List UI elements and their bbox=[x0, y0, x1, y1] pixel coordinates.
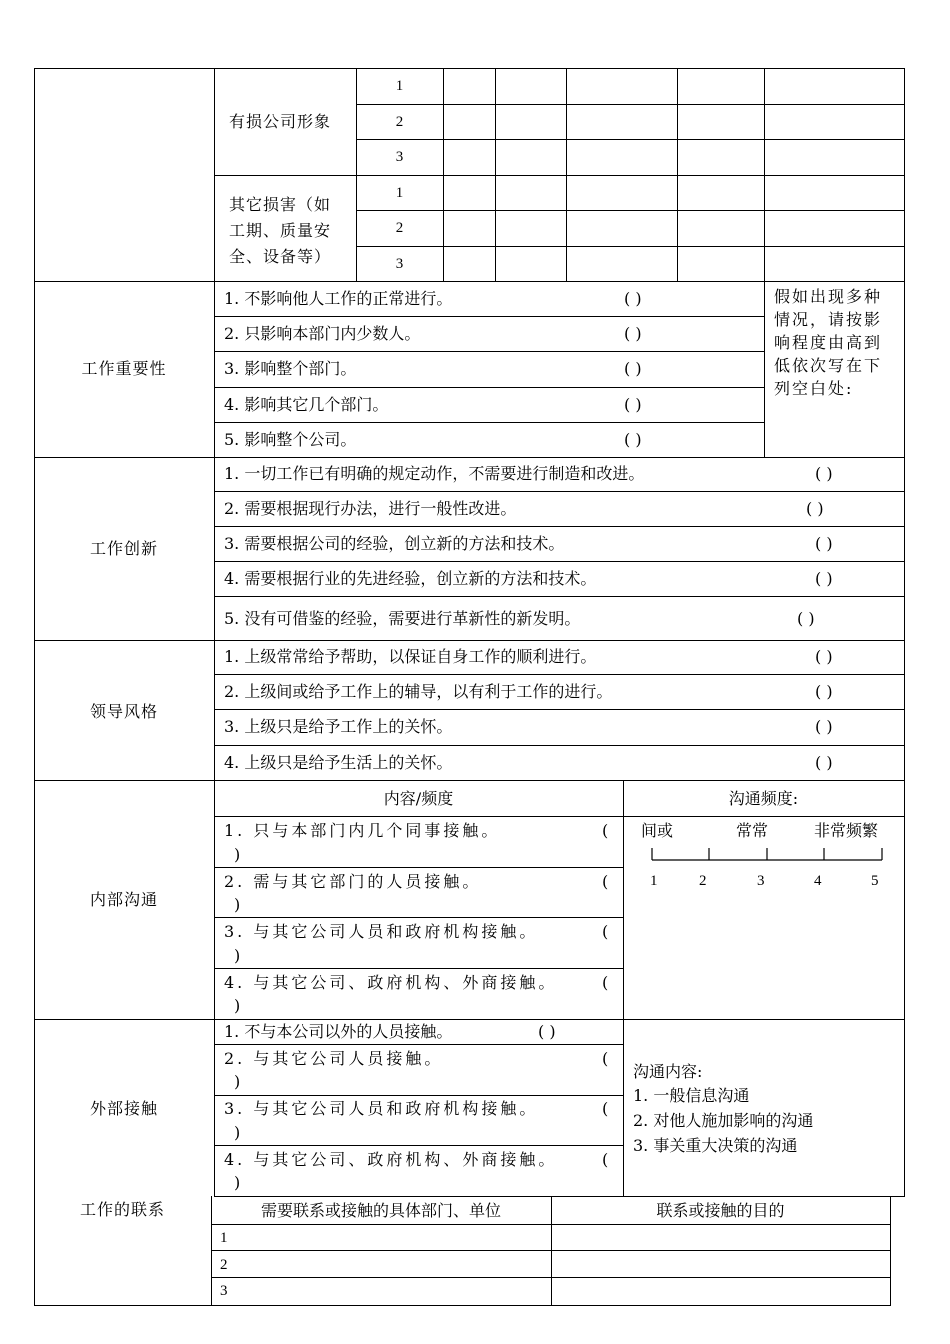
list-item: 4. 上级只是给予生活上的关怀。 bbox=[224, 753, 453, 772]
checkbox-paren[interactable]: ( ) bbox=[538, 1022, 556, 1041]
content-item: 1. 一般信息沟通 bbox=[633, 1086, 750, 1105]
list-item: 1. 一切工作已有明确的规定动作，不需要进行制造和改进。 bbox=[224, 464, 645, 483]
scale-word: 常常 bbox=[736, 821, 769, 840]
scale-number: 5 bbox=[871, 873, 879, 889]
list-item: 2. 与其它公司人员接触。 bbox=[224, 1049, 444, 1068]
table-border bbox=[214, 745, 905, 746]
content-item: 2. 对他人施加影响的沟通 bbox=[633, 1111, 814, 1130]
section-label-importance: 工作重要性 bbox=[81, 359, 167, 378]
table-border bbox=[904, 68, 905, 1197]
checkbox-paren[interactable]: ( ) bbox=[797, 609, 815, 628]
table-border bbox=[214, 867, 623, 868]
paren-close[interactable]: ) bbox=[234, 1173, 241, 1192]
scale-number: 3 bbox=[757, 873, 765, 889]
list-item: 4. 需要根据行业的先进经验，创立新的方法和技术。 bbox=[224, 569, 597, 588]
table-border bbox=[214, 709, 905, 710]
checkbox-paren[interactable]: ( ) bbox=[624, 324, 642, 343]
list-item: 3. 与其它公司人员和政府机构接触。 bbox=[224, 1099, 539, 1118]
checkbox-paren[interactable]: ( ) bbox=[815, 569, 833, 588]
content-title: 沟通内容: bbox=[633, 1062, 703, 1081]
paren-close[interactable]: ) bbox=[234, 845, 241, 864]
table-border bbox=[214, 1095, 623, 1096]
scale-number: 4 bbox=[814, 873, 822, 889]
table-border bbox=[211, 1277, 891, 1278]
table-border bbox=[764, 281, 765, 458]
paren-close[interactable]: ) bbox=[234, 1072, 241, 1091]
table-border bbox=[356, 210, 905, 211]
list-item: 5. 影响整个公司。 bbox=[224, 430, 357, 449]
damage-image-label: 有损公司形象 bbox=[229, 112, 332, 131]
row-number: 2 bbox=[220, 1257, 228, 1273]
row-number: 1 bbox=[395, 185, 404, 201]
section-label-external: 外部接触 bbox=[89, 1099, 158, 1118]
paren-close[interactable]: ) bbox=[234, 946, 241, 965]
list-item: 3. 上级只是给予工作上的关怀。 bbox=[224, 717, 453, 736]
paren-open[interactable]: ( bbox=[602, 821, 609, 840]
table-border bbox=[214, 968, 623, 969]
table-border bbox=[356, 139, 905, 140]
list-item: 3. 与其它公司人员和政府机构接触。 bbox=[224, 922, 539, 941]
scale-number: 2 bbox=[699, 873, 707, 889]
table-border bbox=[34, 1305, 891, 1306]
internal-header-content: 内容/频度 bbox=[383, 789, 454, 808]
table-border bbox=[34, 281, 905, 282]
table-border bbox=[356, 104, 905, 105]
section-label-internal: 内部沟通 bbox=[89, 890, 158, 909]
checkbox-paren[interactable]: ( ) bbox=[815, 534, 833, 553]
scale-word: 非常频繁 bbox=[814, 821, 879, 840]
table-border bbox=[34, 457, 905, 458]
paren-close[interactable]: ) bbox=[234, 895, 241, 914]
relations-header-purpose: 联系或接触的目的 bbox=[656, 1201, 785, 1220]
checkbox-paren[interactable]: ( ) bbox=[815, 717, 833, 736]
checkbox-paren[interactable]: ( ) bbox=[624, 359, 642, 378]
table-border bbox=[214, 351, 764, 352]
checkbox-paren[interactable]: ( ) bbox=[624, 430, 642, 449]
checkbox-paren[interactable]: ( ) bbox=[815, 753, 833, 772]
content-item: 3. 事关重大决策的沟通 bbox=[633, 1136, 798, 1155]
list-item: 4. 与其它公司、政府机构、外商接触。 bbox=[224, 973, 558, 992]
table-border bbox=[214, 422, 764, 423]
table-border bbox=[34, 68, 35, 1306]
row-number: 3 bbox=[395, 256, 404, 272]
importance-note: 假如出现多种情况，请按影响程度由高到低依次写在下列空白处: bbox=[774, 287, 883, 398]
list-item: 1. 不与本公司以外的人员接触。 bbox=[224, 1022, 453, 1041]
checkbox-paren[interactable]: ( ) bbox=[806, 499, 824, 518]
scale-number: 1 bbox=[650, 873, 658, 889]
list-item: 4. 与其它公司、政府机构、外商接触。 bbox=[224, 1150, 558, 1169]
list-item: 5. 没有可借鉴的经验，需要进行革新性的新发明。 bbox=[224, 609, 581, 628]
damage-other-label: 其它损害（如工期、质量安全、设备等） bbox=[229, 195, 332, 266]
scale-word: 间或 bbox=[641, 821, 674, 840]
table-border bbox=[214, 917, 623, 918]
section-label-innovation: 工作创新 bbox=[89, 539, 158, 558]
table-border bbox=[214, 816, 905, 817]
table-border bbox=[356, 246, 905, 247]
paren-open[interactable]: ( bbox=[602, 1049, 609, 1068]
table-border bbox=[214, 316, 764, 317]
table-border bbox=[34, 780, 905, 781]
frequency-scale bbox=[640, 840, 890, 870]
table-border bbox=[34, 640, 905, 641]
list-item: 2. 上级间或给予工作上的辅导，以有利于工作的进行。 bbox=[224, 682, 613, 701]
table-border bbox=[214, 526, 905, 527]
checkbox-paren[interactable]: ( ) bbox=[624, 289, 642, 308]
table-border bbox=[214, 387, 764, 388]
list-item: 3. 需要根据公司的经验，创立新的方法和技术。 bbox=[224, 534, 565, 553]
table-border bbox=[890, 1196, 891, 1306]
row-number: 2 bbox=[395, 114, 404, 130]
section-label-relations: 工作的联系 bbox=[79, 1200, 165, 1219]
list-item: 2. 只影响本部门内少数人。 bbox=[224, 324, 421, 343]
row-number: 1 bbox=[220, 1230, 228, 1246]
row-number: 1 bbox=[395, 78, 404, 94]
paren-open[interactable]: ( bbox=[602, 1099, 609, 1118]
paren-open[interactable]: ( bbox=[602, 973, 609, 992]
checkbox-paren[interactable]: ( ) bbox=[815, 464, 833, 483]
paren-close[interactable]: ) bbox=[234, 996, 241, 1015]
list-item: 4. 影响其它几个部门。 bbox=[224, 395, 389, 414]
relations-header-dept: 需要联系或接触的具体部门、单位 bbox=[260, 1201, 501, 1220]
paren-close[interactable]: ) bbox=[234, 1123, 241, 1142]
row-number: 3 bbox=[220, 1283, 228, 1299]
table-border bbox=[214, 1196, 905, 1197]
table-border bbox=[214, 674, 905, 675]
table-border bbox=[211, 1250, 891, 1251]
list-item: 1. 只与本部门内几个同事接触。 bbox=[224, 821, 501, 840]
table-border bbox=[214, 491, 905, 492]
section-label-leadership: 领导风格 bbox=[89, 702, 158, 721]
table-border bbox=[623, 780, 624, 1197]
row-number: 3 bbox=[395, 149, 404, 165]
list-item: 1. 不影响他人工作的正常进行。 bbox=[224, 289, 453, 308]
checkbox-paren[interactable]: ( ) bbox=[815, 682, 833, 701]
checkbox-paren[interactable]: ( ) bbox=[624, 395, 642, 414]
table-border bbox=[34, 1019, 905, 1020]
table-border bbox=[214, 596, 905, 597]
list-item: 2. 需与其它部门的人员接触。 bbox=[224, 872, 482, 891]
list-item: 3. 影响整个部门。 bbox=[224, 359, 357, 378]
paren-open[interactable]: ( bbox=[602, 872, 609, 891]
table-border bbox=[214, 1044, 623, 1045]
list-item: 2. 需要根据现行办法，进行一般性改进。 bbox=[224, 499, 517, 518]
row-number: 2 bbox=[395, 220, 404, 236]
table-border bbox=[34, 68, 905, 69]
checkbox-paren[interactable]: ( ) bbox=[815, 647, 833, 666]
table-border bbox=[214, 561, 905, 562]
list-item: 1. 上级常常给予帮助，以保证自身工作的顺利进行。 bbox=[224, 647, 597, 666]
internal-header-frequency: 沟通频度: bbox=[728, 789, 799, 808]
table-border bbox=[211, 1224, 891, 1225]
paren-open[interactable]: ( bbox=[602, 1150, 609, 1169]
table-border bbox=[214, 1145, 623, 1146]
table-border bbox=[214, 1019, 215, 1197]
table-border bbox=[214, 175, 905, 176]
paren-open[interactable]: ( bbox=[602, 922, 609, 941]
